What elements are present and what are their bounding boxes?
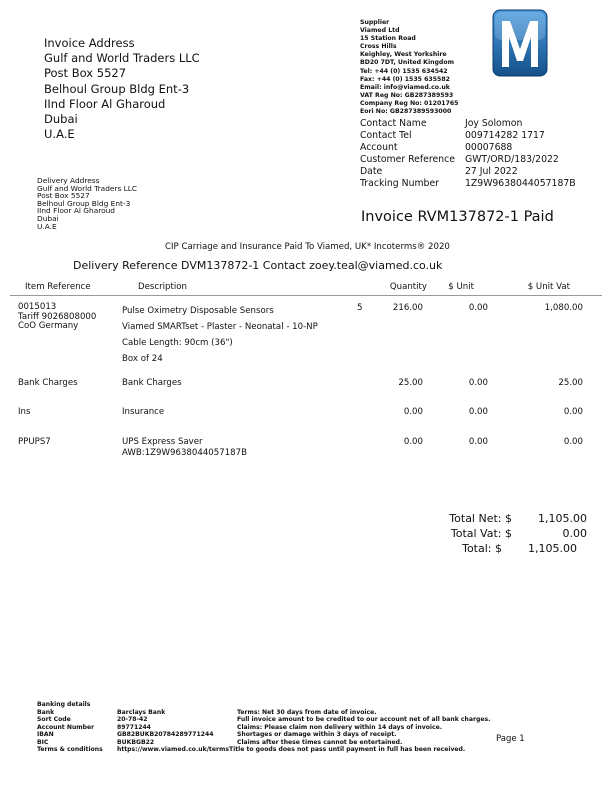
- banking-value: 20-78-42: [117, 716, 148, 723]
- description-line: Pulse Oximetry Disposable Sensors: [122, 306, 274, 316]
- viamed-logo-icon: [492, 9, 548, 77]
- row-unit-vat: 0.00: [563, 437, 583, 447]
- supplier-line: Eori No: GB287389593000: [360, 108, 452, 116]
- banking-value: BUKBGB22: [117, 738, 155, 746]
- description-line: Box of 24: [122, 354, 163, 364]
- supplier-line: Fax: +44 (0) 1535 635582: [360, 75, 450, 83]
- banking-label: IBAN: [37, 731, 54, 738]
- header-item-reference: Item Reference: [25, 282, 91, 292]
- row-item-reference: Bank Charges: [18, 378, 78, 388]
- table-row-description: [122, 437, 247, 459]
- supplier-line: Supplier: [360, 19, 390, 26]
- supplier-line: Viamed Ltd: [360, 27, 400, 35]
- row-unit: 0.00: [468, 378, 488, 388]
- row-item-reference: PPUPS7: [18, 437, 51, 447]
- invoice-title: Invoice RVM137872-1 Paid: [361, 209, 554, 225]
- contact-label: Customer Reference: [360, 154, 455, 166]
- total-vat-row: [420, 526, 587, 541]
- header-divider: [10, 295, 602, 296]
- banking-label: Account Number: [37, 723, 95, 731]
- invoice-address-heading: Invoice Address: [44, 36, 135, 50]
- supplier-line: BD20 7DT, United Kingdom: [360, 59, 455, 67]
- row-unit: 0.00: [468, 303, 488, 313]
- supplier-line: Cross Hills: [360, 43, 397, 51]
- invoice-address-line: Gulf and World Traders LLC: [44, 51, 200, 66]
- row-mark: 5: [357, 303, 363, 313]
- description-line: AWB:1Z9W9638044057187B: [122, 448, 247, 458]
- header-quantity: Quantity: [389, 282, 427, 292]
- row-unit: 0.00: [468, 437, 488, 447]
- row-description: Insurance: [122, 407, 165, 417]
- terms-line: Shortages or damage within 3 days of receipt.: [237, 731, 397, 738]
- terms-line: Claims: Please claim non delivery within 14 days of invoice.: [237, 723, 443, 731]
- item-tariff: Tariff 9026808000: [18, 311, 97, 322]
- contact-row-tracking: [360, 178, 576, 190]
- payment-terms: [237, 709, 490, 747]
- delivery-address: [37, 177, 137, 230]
- delivery-address-line: Gulf and World Traders LLC: [37, 183, 138, 193]
- header-unit-vat: $ Unit Vat: [527, 282, 570, 292]
- banking-value: https://www.viamed.co.uk/termsTitle to goods does not pass until payment in full has been received.: [117, 746, 466, 753]
- total-row: [420, 541, 587, 556]
- delivery-reference: Delivery Reference DVM137872-1 Contact zoey.teal@viamed.co.uk: [73, 259, 443, 272]
- contact-value: Joy Solomon: [465, 118, 523, 129]
- description-line: Viamed SMARTset - Plaster - Neonatal - 10-NP: [122, 322, 318, 332]
- invoice-address-line: Dubai: [44, 112, 78, 127]
- row-quantity: 216.00: [392, 303, 423, 313]
- row-unit-vat: 25.00: [558, 378, 583, 388]
- total-value: 0.00: [562, 527, 587, 540]
- contact-value: GWT/ORD/183/2022: [465, 154, 559, 166]
- contact-label: Account: [360, 142, 398, 154]
- contact-row-customer-ref: [360, 154, 576, 166]
- delivery-address-line: Belhoul Group Bldg Ent-3: [37, 198, 131, 208]
- delivery-address-heading: Delivery Address: [37, 176, 100, 185]
- contact-details: [360, 118, 576, 191]
- contact-label: Contact Name: [360, 118, 427, 129]
- contact-label: Date: [360, 166, 383, 178]
- contact-label: Contact Tel: [360, 130, 412, 142]
- delivery-address-line: U.A.E: [37, 221, 57, 231]
- header-description: Description: [138, 282, 187, 292]
- supplier-line: Email: info@viamed.co.uk: [360, 83, 450, 91]
- banking-label: Banking details: [37, 701, 91, 708]
- contact-row-account: [360, 142, 576, 154]
- supplier-line: Tel: +44 (0) 1535 634542: [360, 67, 448, 75]
- totals-block: [420, 511, 587, 556]
- contact-value: 009714282 1717: [465, 130, 545, 142]
- total-label: Total: $: [462, 542, 502, 555]
- supplier-block: [360, 19, 458, 116]
- page-number: Page 1: [496, 734, 525, 744]
- row-quantity: 25.00: [398, 378, 423, 388]
- banking-value: GB82BUKB20784289771244: [117, 731, 214, 738]
- total-label: Total Vat: $: [450, 527, 512, 540]
- invoice-address: [44, 36, 200, 142]
- contact-row-tel: [360, 130, 576, 142]
- banking-label: Bank: [37, 708, 55, 716]
- contact-value: 27 Jul 2022: [465, 166, 518, 178]
- item-reference: 0015013: [18, 302, 57, 312]
- supplier-line: Keighley, West Yorkshire: [360, 51, 447, 59]
- supplier-line: Company Reg No: 01201765: [360, 99, 459, 107]
- supplier-line: 15 Station Road: [360, 35, 416, 43]
- contact-row-name: [360, 118, 576, 130]
- delivery-address-line: Post Box 5527: [37, 191, 90, 201]
- delivery-address-line: Dubai: [37, 213, 59, 223]
- description-line: UPS Express Saver: [122, 437, 203, 447]
- table-row-item: [18, 303, 96, 332]
- delivery-address-line: IInd Floor Al Gharoud: [37, 206, 115, 216]
- row-description: Bank Charges: [122, 378, 182, 388]
- terms-line: Full invoice amount to be credited to our account net of all bank charges.: [237, 716, 491, 723]
- description-line: Cable Length: 90cm (36"): [122, 338, 233, 348]
- contact-value: 00007688: [465, 142, 513, 154]
- banking-labels: [37, 701, 103, 754]
- row-unit-vat: 1,080.00: [544, 303, 583, 313]
- item-origin: CoO Germany: [18, 321, 79, 331]
- banking-label: BIC: [37, 738, 49, 746]
- supplier-line: VAT Reg No: GB287389593: [360, 91, 454, 99]
- total-net-row: [420, 511, 587, 526]
- header-unit: $ Unit: [448, 282, 474, 292]
- banking-label: Sort Code: [37, 716, 71, 723]
- row-unit-vat: 0.00: [563, 407, 583, 417]
- contact-value: 1Z9W9638044057187B: [465, 178, 576, 190]
- row-unit: 0.00: [468, 407, 488, 417]
- table-row-description: [122, 303, 318, 367]
- terms-line: Terms: Net 30 days from date of invoice.: [237, 708, 377, 716]
- incoterms-line: CIP Carriage and Insurance Paid To Viamed, UK* Incoterms® 2020: [165, 242, 450, 252]
- invoice-address-line: Belhoul Group Bldg Ent-3: [44, 81, 190, 96]
- terms-line: Claims after these times cannot be entertained.: [237, 738, 403, 746]
- banking-label: Terms & conditions: [37, 746, 103, 753]
- row-quantity: 0.00: [403, 407, 423, 417]
- banking-value: 89771244: [117, 723, 151, 731]
- invoice-address-line: IInd Floor Al Gharoud: [44, 96, 166, 111]
- total-value: 1,105.00: [528, 542, 577, 555]
- contact-row-date: [360, 166, 576, 178]
- row-item-reference: Ins: [18, 407, 31, 417]
- invoice-address-line: U.A.E: [44, 127, 75, 142]
- banking-value: Barclays Bank: [117, 708, 166, 716]
- total-label: Total Net: $: [449, 512, 512, 525]
- contact-label: Tracking Number: [360, 178, 440, 190]
- total-value: 1,105.00: [538, 512, 587, 525]
- row-quantity: 0.00: [403, 437, 423, 447]
- invoice-address-line: Post Box 5527: [44, 66, 127, 81]
